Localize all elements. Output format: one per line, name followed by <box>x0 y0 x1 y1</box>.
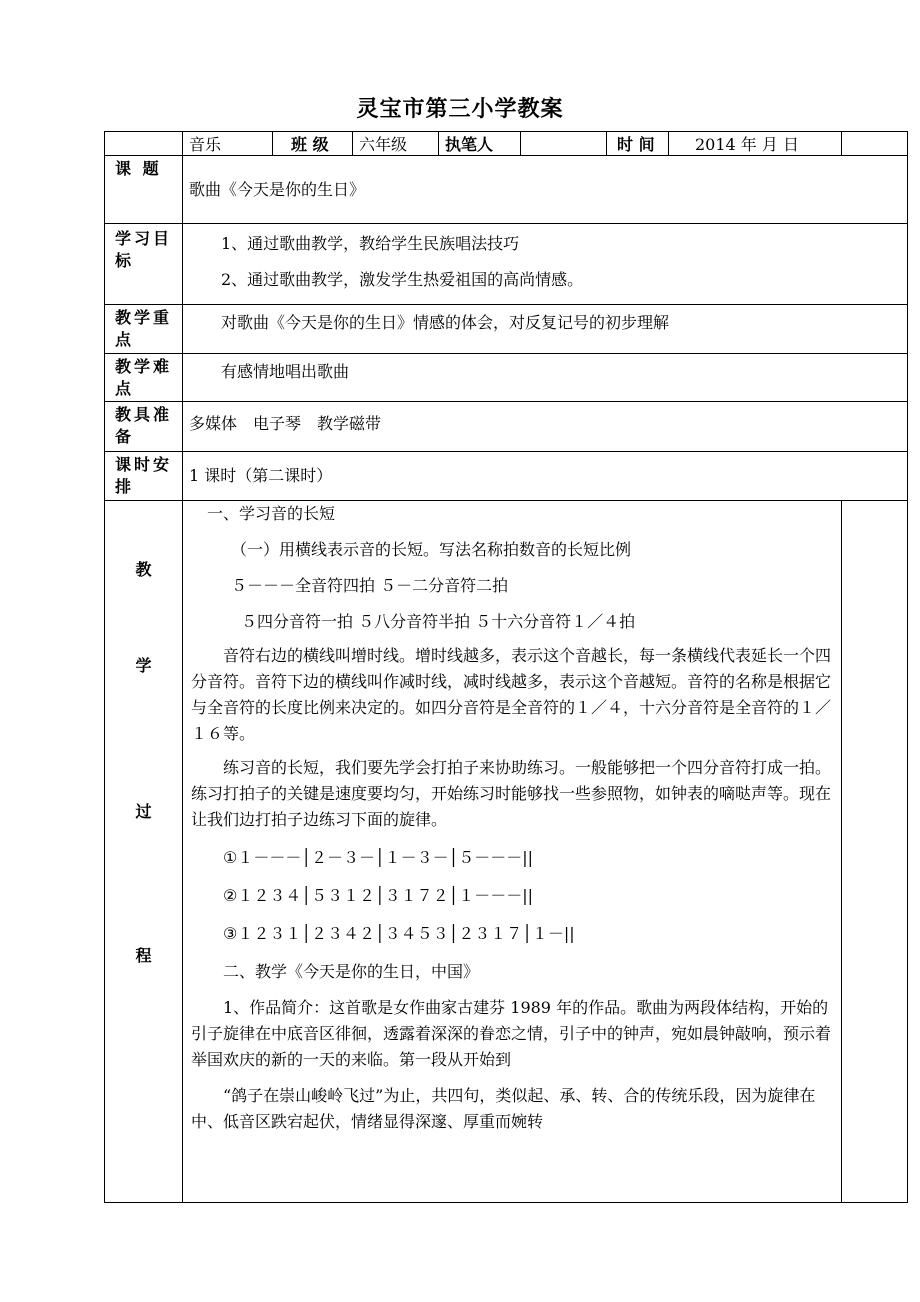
process-char: 过 <box>135 802 152 821</box>
goals-row <box>105 224 908 305</box>
grade-value: 六年级 <box>353 132 439 156</box>
note-line: ５－－－全音符四拍 ５－二分音符二拍 <box>231 576 509 595</box>
tools-row <box>105 402 908 452</box>
key-value: 对歌曲《今天是你的生日》情感的体会，对反复记号的初步理解 <box>183 305 908 354</box>
process-row <box>105 501 908 1203</box>
grade-label: 班 级 <box>273 132 353 156</box>
topic-label: 课 题 <box>105 156 183 224</box>
section-heading: 二、教学《今天是你的生日，中国》 <box>223 962 480 981</box>
process-content <box>183 501 842 1203</box>
difficulty-value: 有感情地唱出歌曲 <box>183 354 908 402</box>
exercise-line: ②１２３４│５３１２│３１７２│１－－－|| <box>223 886 534 905</box>
author-value <box>521 132 607 156</box>
process-char: 程 <box>135 946 152 965</box>
exercise-line: ③１２３１│２３４２│３４５３│２３１７│１－|| <box>223 924 575 943</box>
goals-value <box>183 224 908 305</box>
process-char: 教 <box>135 560 152 579</box>
subject-value: 音乐 <box>183 132 273 156</box>
difficulty-label: 教学难点 <box>105 354 183 402</box>
hours-label: 课时安排 <box>105 452 183 501</box>
header-blank-cell <box>105 132 183 156</box>
paragraph: 1、作品简介：这首歌是女作曲家古建芬 1989 年的作品。歌曲为两段体结构，开始的引子旋律在中底音区徘徊，透露着深深的眷恋之情，引子中的钟声，宛如晨钟敲响，预示着举国欢庆的新的一天的来临。第一段从开始到 <box>191 998 832 1069</box>
date-value: 2014 年 月 日 <box>669 132 842 156</box>
hours-row <box>105 452 908 501</box>
note-line: ５四分音符一拍 ５八分音符半拍 ５十六分音符１／４拍 <box>241 612 636 631</box>
time-label: 时 间 <box>607 132 669 156</box>
key-row <box>105 305 908 354</box>
author-label: 执笔人 <box>439 132 521 156</box>
subsection-heading: （一）用横线表示音的长短。写法名称拍数音的长短比例 <box>231 540 632 559</box>
topic-row <box>105 156 908 224</box>
difficulty-row <box>105 354 908 402</box>
section-heading: 一、学习音的长短 <box>207 504 336 523</box>
goal-item: 1、通过歌曲教学，教给学生民族唱法技巧 <box>221 234 520 253</box>
paragraph: 练习音的长短，我们要先学会打拍子来协助练习。一般能够把一个四分音符打成一拍。练习打拍子的关键是速度要均匀，开始练习时能够找一些参照物，如钟表的嘀哒声等。现在让我们边打拍子边练习下面的旋律。 <box>191 758 832 829</box>
header-row <box>105 132 908 156</box>
hours-value: 1 课时（第二课时） <box>183 452 908 501</box>
header-end-cell <box>842 132 908 156</box>
exercise-line: ①１－－－│２－３－│１－３－│５－－－|| <box>223 848 534 867</box>
process-side-cell <box>842 501 908 1203</box>
paragraph: “鸽子在崇山峻岭飞过”为止，共四句，类似起、承、转、合的传统乐段，因为旋律在中、低音区跌宕起伏，情绪显得深邃、厚重而婉转 <box>191 1086 816 1131</box>
process-label <box>105 501 183 1203</box>
lesson-plan-table <box>104 131 908 1203</box>
process-char: 学 <box>135 656 152 675</box>
goals-label: 学习目标 <box>105 224 183 305</box>
tools-label: 教具准备 <box>105 402 183 452</box>
page-title: 灵宝市第三小学教案 <box>356 97 564 122</box>
paragraph: 音符右边的横线叫增时线。增时线越多，表示这个音越长，每一条横线代表延长一个四分音符。音符下边的横线叫作减时线，减时线越多，表示这个音越短。音符的名称是根据它与全音符的长度比例来决定的。如四分音符是全音符的１／４，十六分音符是全音符的１／１６等。 <box>191 646 832 743</box>
key-label: 教学重点 <box>105 305 183 354</box>
topic-value: 歌曲《今天是你的生日》 <box>183 156 908 224</box>
tools-value: 多媒体 电子琴 教学磁带 <box>183 402 908 452</box>
goal-item: 2、通过歌曲教学，激发学生热爱祖国的高尚情感。 <box>221 270 584 289</box>
